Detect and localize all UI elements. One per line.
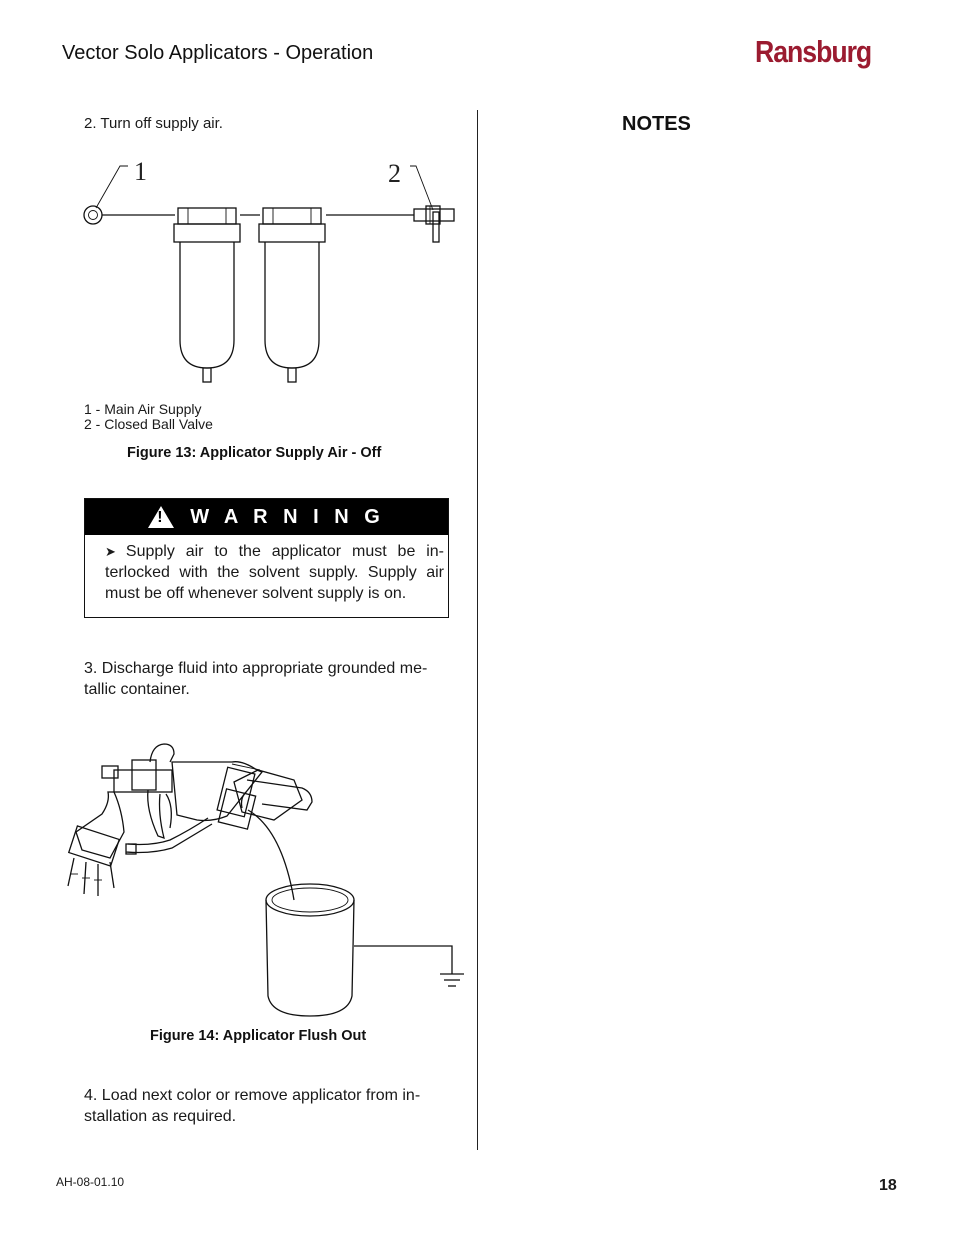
ground-wire [354,946,452,974]
ground-symbol-icon [440,974,464,986]
step-3-text: 3. Discharge fluid into appropriate grounded me-tallic container. [84,660,428,698]
filter-1-icon [174,208,240,382]
figure-14-caption: Figure 14: Applicator Flush Out [150,1028,367,1044]
legend-item-2: 2 - Closed Ball Valve [84,416,213,432]
leader-line-1 [96,166,128,208]
callout-1: 1 [134,157,147,186]
ball-valve-icon [414,206,454,242]
notes-heading: NOTES [622,113,691,135]
warning-header [85,499,448,535]
page-number: 18 [879,1177,897,1194]
spray-gun-icon [68,744,312,896]
legend-item-1: 1 - Main Air Supply [84,401,202,417]
figure-13-legend [84,402,213,432]
figure-13-caption: Figure 13: Applicator Supply Air - Off [127,445,382,461]
leader-line-2 [410,166,433,210]
grounded-container-icon [266,884,354,1016]
filter-2-icon [259,208,325,382]
document-code: AH-08-01.10 [56,1175,125,1189]
warning-triangle-icon: ! [148,506,174,528]
callout-2: 2 [388,159,401,188]
figure-14-diagram [62,740,472,1020]
figure-13-diagram [70,150,470,390]
warning-heading: W A R N I N G [190,505,385,528]
warning-text: Supply air to the applicator must be in-terlocked with the solvent supply. Supply air must be off whenever solvent supply is on. [105,543,444,602]
step-2-text: 2. Turn off supply air. [84,115,223,132]
bullet-arrow-icon: ➤ [105,544,116,559]
step-4-text: 4. Load next color or remove applicator from in-stallation as required. [84,1087,421,1125]
warning-box [84,498,449,618]
column-divider [477,110,478,1150]
warning-body [85,535,448,604]
brand-logo: Ransburg [755,34,872,69]
main-air-supply-icon [84,206,102,224]
page-header-title: Vector Solo Applicators - Operation [62,42,374,64]
